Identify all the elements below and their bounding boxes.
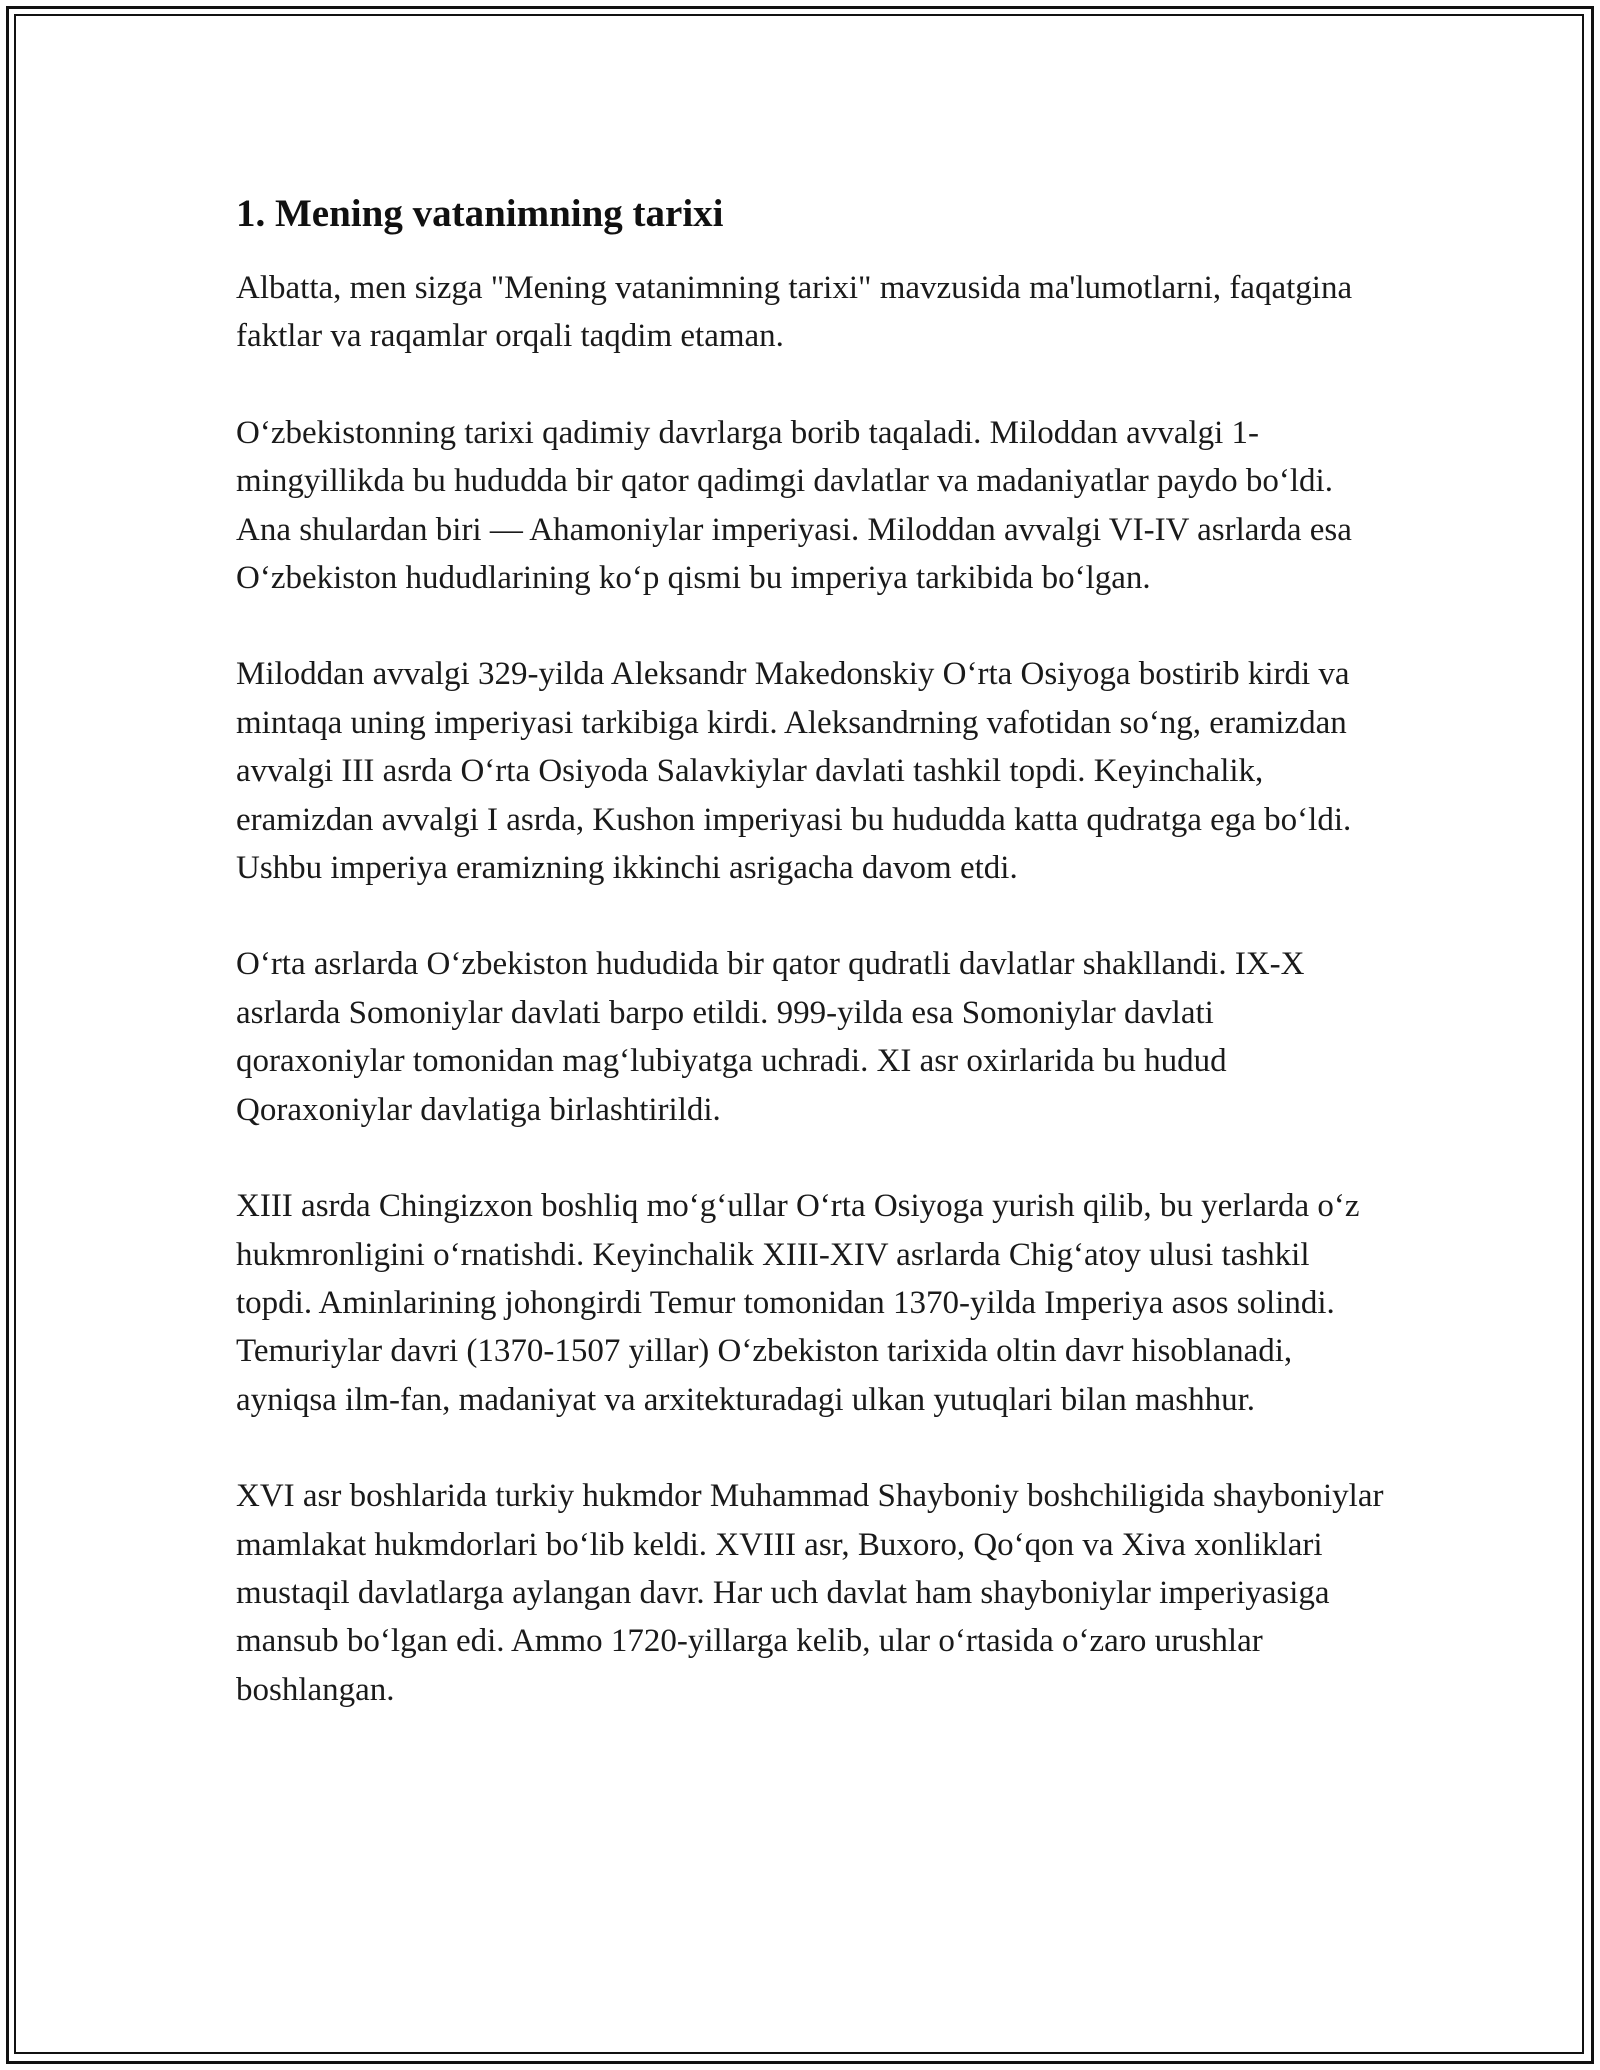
paragraph-middle-ages: O‘rta asrlarda O‘zbekiston hududida bir qator qudratli davlatlar shakllandi. IX-X asrlarda Somoniylar davlati barpo etildi. 999-yilda esa Somoniylar davlati qoraxoniylar tomonidan mag‘lubiyatga uchradi. XI asr oxirlarida bu hudud Qoraxoniylar davlatiga birlashtirildi. (236, 946, 1305, 1128)
paragraph-shaybanids: XVI asr boshlarida turkiy hukmdor Muhammad Shayboniy boshchiligida shayboniylar mamlakat hukmdorlari bo‘lib keldi. XVIII asr, Buxoro, Qo‘qon va Xiva xonliklari mustaqil davlatlarga aylangan davr. Har uch davlat ham shayboniylar imperiyasiga mansub bo‘lgan edi. Ammo 1720-yillarga kelib, ular o‘rtasida o‘zaro urushlar boshlangan. (236, 1478, 1384, 1708)
paragraph-alexander: Miloddan avvalgi 329-yilda Aleksandr Makedonskiy O‘rta Osiyoga bostirib kirdi va mintaqa uning imperiyasi tarkibiga kirdi. Aleksandrning vafotidan so‘ng, eramizdan avvalgi III asrda O‘rta Osiyoda Salavkiylar davlati tashkil topdi. Keyinchalik, eramizdan avvalgi I asrda, Kushon imperiyasi bu hududda katta qudratga ega bo‘ldi. Ushbu imperiya eramizning ikkinchi asrigacha davom etdi. (236, 656, 1352, 887)
page-title: 1. Mening vatanimning tarixi (236, 192, 724, 235)
paragraph-ancient-history: O‘zbekistonning tarixi qadimiy davrlarga borib taqaladi. Miloddan avvalgi 1-mingyillikda bu hududda bir qator qadimgi davlatlar va madaniyatlar paydo bo‘ldi. Ana shulardan biri — Ahamoniylar imperiyasi. Miloddan avvalgi VI-IV asrlarda esa O‘zbekiston hududlarining ko‘p qismi bu imperiya tarkibida bo‘lgan. (236, 414, 1352, 597)
document-body (236, 186, 1386, 1714)
paragraph-intro: Albatta, men sizga "Mening vatanimning tarixi" mavzusida ma'lumotlarni, faqatgina faktlar va raqamlar orqali taqdim etaman. (236, 270, 1353, 355)
paragraph-mongols-timurids: XIII asrda Chingizxon boshliq mo‘g‘ullar O‘rta Osiyoga yurish qilib, bu yerlarda o‘z hukmronligini o‘rnatishdi. Keyinchalik XIII-XIV asrlarda Chig‘atoy ulusi tashkil topdi. Aminlarining johongirdi Temur tomonidan 1370-yilda Imperiya asos solindi. Temuriylar davri (1370-1507 yillar) O‘zbekiston tarixida oltin davr hisoblanadi, ayniqsa ilm-fan, madaniyat va arxitekturadagi ulkan yutuqlari bilan mashhur. (236, 1188, 1360, 1418)
